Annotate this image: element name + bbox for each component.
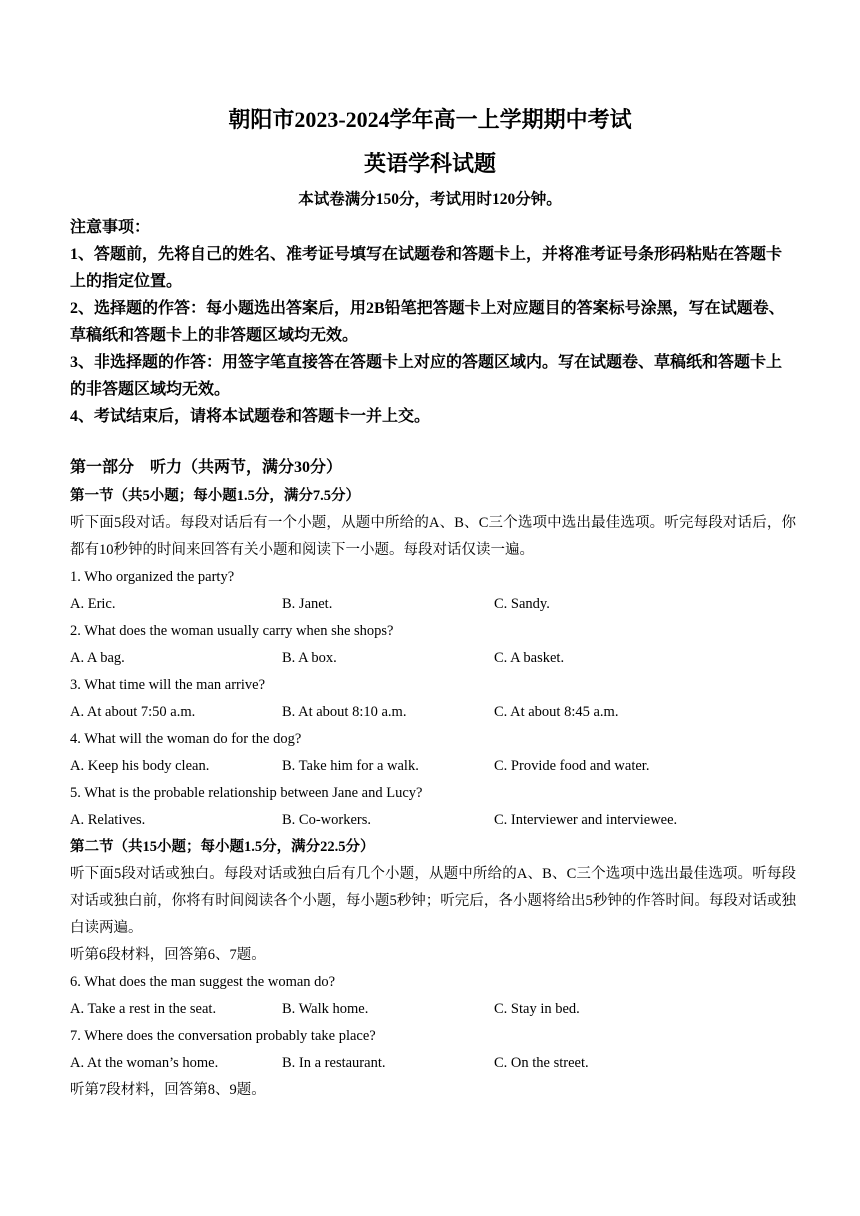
option-a: A. Take a rest in the seat. (70, 1001, 217, 1017)
option-b: B. A box. (282, 650, 337, 666)
question-4: 4. What will the woman do for the dog? (70, 731, 302, 747)
question-3: 3. What time will the man arrive? (70, 677, 266, 693)
question-5: 5. What is the probable relationship between Jane and Lucy? (70, 785, 423, 801)
notes-heading: 注意事项： (70, 219, 151, 236)
note-item-1: 1、答题前，先将自己的姓名、准考证号填写在试题卷和答题卡上，并将准考证号条形码粘贴在答题卡上的指定位置。 (70, 246, 783, 290)
part-one (70, 453, 796, 1104)
material-6-note: 听第6段材料，回答第6、7题。 (70, 947, 266, 963)
notes-section (70, 214, 796, 430)
option-b: B. Janet. (282, 596, 333, 612)
part-title: 第一部分 听力（共两节，满分30分） (70, 459, 343, 476)
option-c: C. Provide food and water. (494, 758, 650, 774)
option-b: B. Walk home. (282, 1001, 369, 1017)
question-2: 2. What does the woman usually carry when she shops? (70, 623, 394, 639)
option-c: C. Interviewer and interviewee. (494, 812, 678, 828)
option-b: B. Co-workers. (282, 812, 372, 828)
section-2-title: 第二节（共15小题；每小题1.5分，满分22.5分） (70, 839, 375, 855)
note-item-2: 2、选择题的作答：每小题选出答案后，用2B铅笔把答题卡上对应题目的答案标号涂黑，写在试题卷、草稿纸和答题卡上的非答题区域均无效。 (70, 300, 785, 344)
question-6-options (70, 996, 796, 1023)
question-2-options (70, 645, 796, 672)
question-1: 1. Who organized the party? (70, 569, 235, 585)
question-6: 6. What does the man suggest the woman do? (70, 974, 336, 990)
question-3-options (70, 699, 796, 726)
section-1-title: 第一节（共5小题；每小题1.5分，满分7.5分） (70, 488, 360, 504)
option-b: B. In a restaurant. (282, 1055, 386, 1071)
question-4-options (70, 753, 796, 780)
option-c: C. A basket. (494, 650, 565, 666)
exam-info: 本试卷满分150分，考试用时120分钟。 (298, 191, 562, 208)
option-c: C. At about 8:45 a.m. (494, 704, 619, 720)
question-7: 7. Where does the conversation probably take place? (70, 1028, 376, 1044)
option-a: A. At about 7:50 a.m. (70, 704, 196, 720)
note-item-4: 4、考试结束后，请将本试题卷和答题卡一并上交。 (70, 408, 431, 425)
option-c: C. Stay in bed. (494, 1001, 580, 1017)
option-a: A. A bag. (70, 650, 125, 666)
option-c: C. On the street. (494, 1055, 589, 1071)
exam-title: 朝阳市2023-2024学年高一上学期期中考试 (228, 107, 632, 132)
question-1-options (70, 591, 796, 618)
option-a: A. Keep his body clean. (70, 758, 210, 774)
option-a: A. Eric. (70, 596, 116, 612)
option-c: C. Sandy. (494, 596, 550, 612)
option-b: B. Take him for a walk. (282, 758, 419, 774)
section-2-instructions: 听下面5段对话或独白。每段对话或独白后有几个小题，从题中所给的A、B、C三个选项中选出最佳选项。听每段对话或独白前，你将有时间阅读各个小题，每小题5秒钟；听完后，各小题将给出5秒钟的作答时间。每段对话或独白读两遍。 (70, 866, 796, 936)
question-7-options (70, 1050, 796, 1077)
option-b: B. At about 8:10 a.m. (282, 704, 407, 720)
question-5-options (70, 807, 796, 834)
option-a: A. At the woman’s home. (70, 1055, 219, 1071)
option-a: A. Relatives. (70, 812, 146, 828)
section-1-instructions: 听下面5段对话。每段对话后有一个小题，从题中所给的A、B、C三个选项中选出最佳选项。听完每段对话后，你都有10秒钟的时间来回答有关小题和阅读下一小题。每段对话仅读一遍。 (70, 515, 796, 558)
note-item-3: 3、非选择题的作答：用签字笔直接答在答题卡上对应的答题区域内。写在试题卷、草稿纸和答题卡上的非答题区域均无效。 (70, 354, 783, 398)
subject-title: 英语学科试题 (363, 151, 496, 176)
material-7-note: 听第7段材料，回答第8、9题。 (70, 1082, 266, 1098)
